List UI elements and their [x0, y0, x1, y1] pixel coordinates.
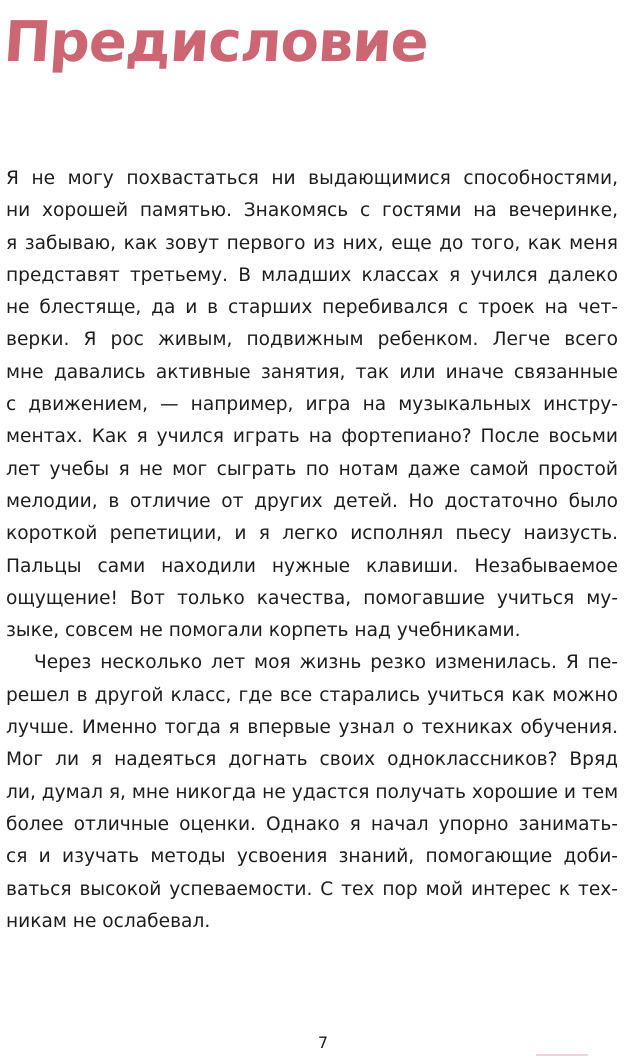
page-title: Предисловие: [1, 10, 431, 75]
text-line: никам не ослабевал.: [6, 910, 211, 932]
text-line: мелодии, в отличие от других детей. Но достаточно было: [6, 490, 618, 512]
text-line: лучше. Именно тогда я впервые узнал о техниках обучения.: [6, 717, 618, 739]
paragraph: [6, 647, 618, 938]
text-line: верки. Я рос живым, подвижным ребенком. Легче всего: [6, 329, 618, 351]
text-line: лет учебы я не мог сыграть по нотам даже самой простой: [6, 458, 618, 480]
text-line: Я не могу похвастаться ни выдающимися способностями,: [6, 168, 618, 189]
text-line: я забываю, как зовут первого из них, еще до того, как меня: [6, 232, 618, 254]
paragraph: [6, 163, 618, 647]
text-line: короткой репетиции, и я легко исполнял пьесу наизусть.: [6, 523, 618, 545]
text-line: ощущение! Вот только качества, помогавшие учиться му-: [6, 587, 618, 609]
text-line: более отличные оценки. Однако я начал упорно занимать-: [6, 813, 618, 835]
text-line: ли, думал я, мне никогда не удастся получать хорошие и тем: [6, 781, 619, 803]
text-line: Мог ли я надеяться догнать своих одноклассников? Вряд: [6, 749, 618, 771]
text-line: решел в другой класс, где все старались учиться как можно: [6, 684, 618, 706]
text-line: зыке, совсем не помогали корпеть над учебниками.: [6, 620, 521, 642]
text-line: с движением, — например, игра на музыкальных инстру-: [6, 394, 618, 416]
text-line: ни хорошей памятью. Знакомясь с гостями на вечеринке,: [6, 200, 618, 222]
text-line: мне давались активные занятия, так или иначе связанные: [6, 361, 618, 383]
body-text: [6, 163, 618, 938]
text-line: ваться высокой успеваемости. С тех пор мой интерес к тех-: [6, 878, 618, 900]
text-line: Через несколько лет моя жизнь резко изменилась. Я пе-: [34, 652, 618, 674]
text-line: не блестяще, да и в старших перебивался с троек на чет-: [6, 297, 618, 319]
page-number: 7: [317, 1033, 329, 1052]
text-line: ментах. Как я учился играть на фортепиано? После восьми: [6, 426, 618, 448]
text-line: ся и изучать методы усвоения знаний, помогающие доби-: [6, 846, 618, 868]
text-line: Пальцы сами находили нужные клавиши. Незабываемое: [6, 555, 618, 577]
text-line: представят третьему. В младших классах я учился далеко: [6, 264, 618, 286]
